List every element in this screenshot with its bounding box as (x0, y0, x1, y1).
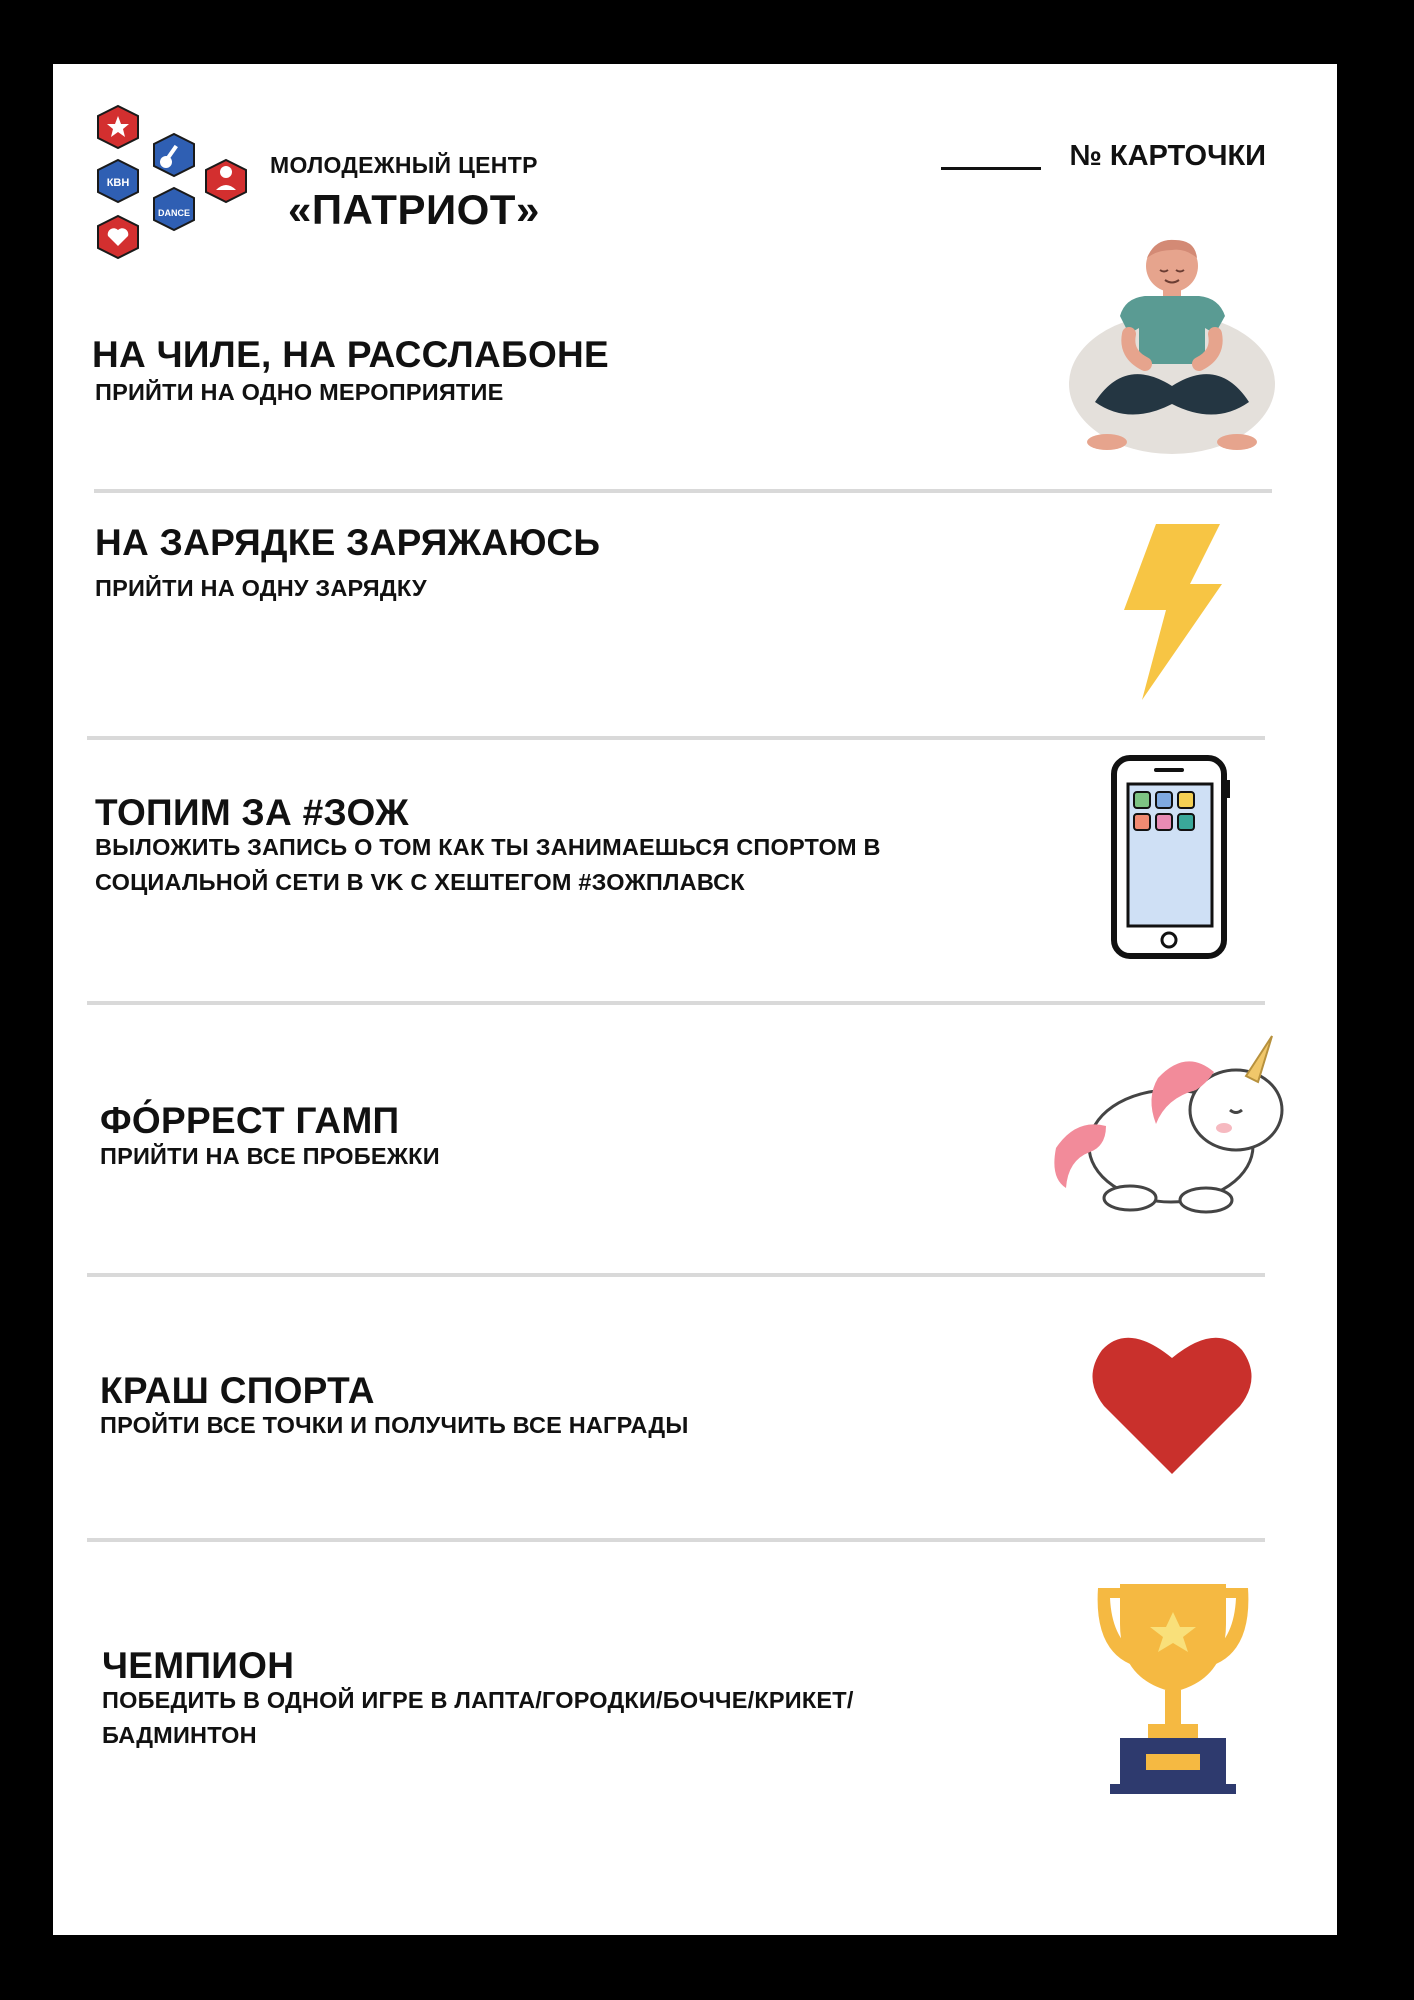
divider (87, 736, 1265, 740)
divider (87, 1538, 1265, 1542)
heart-icon (1090, 1328, 1254, 1476)
meditating-person-icon (1065, 236, 1280, 456)
logo-dance-text: DANCE (157, 208, 191, 218)
task-title: ТОПИМ ЗА #ЗОЖ (95, 792, 409, 833)
task-title: ФО́РРЕСТ ГАМП (100, 1100, 400, 1141)
task-title: ЧЕМПИОН (102, 1645, 295, 1686)
task-title: НА ЗАРЯДКЕ ЗАРЯЖАЮСЬ (95, 522, 601, 563)
task-title: КРАШ СПОРТА (100, 1370, 375, 1411)
card-number-blank[interactable] (941, 167, 1041, 170)
task-description: ПРИЙТИ НА ОДНО МЕРОПРИЯТИЕ (95, 379, 504, 405)
task-description: ПРИЙТИ НА ВСЕ ПРОБЕЖКИ (100, 1143, 440, 1169)
patriot-logo (86, 104, 258, 274)
divider (87, 1001, 1265, 1005)
task-title: НА ЧИЛЕ, НА РАССЛАБОНЕ (92, 334, 610, 375)
task-description: ВЫЛОЖИТЬ ЗАПИСЬ О ТОМ КАК ТЫ ЗАНИМАЕШЬСЯ СПОРТОМ В СОЦИАЛЬНОЙ СЕТИ В VK С ХЕШТЕГОМ #ЗОЖПЛАВСК (95, 834, 881, 895)
org-label: МОЛОДЕЖНЫЙ ЦЕНТР (270, 152, 538, 178)
task-description: ПОБЕДИТЬ В ОДНОЙ ИГРЕ В ЛАПТА/ГОРОДКИ/БОЧЧЕ/КРИКЕТ/ БАДМИНТОН (102, 1687, 854, 1748)
lightning-bolt-icon (1118, 520, 1226, 702)
card-number-label: № КАРТОЧКИ (1069, 140, 1266, 172)
divider (87, 1273, 1265, 1277)
smartphone-icon (1110, 754, 1234, 960)
org-name: «ПАТРИОТ» (288, 186, 540, 233)
unicorn-icon (1046, 1028, 1296, 1228)
logo-kvn-text: КВН (106, 177, 130, 189)
task-description: ПРОЙТИ ВСЕ ТОЧКИ И ПОЛУЧИТЬ ВСЕ НАГРАДЫ (100, 1412, 689, 1438)
divider (94, 489, 1272, 493)
task-description: ПРИЙТИ НА ОДНУ ЗАРЯДКУ (95, 575, 427, 601)
trophy-icon (1090, 1584, 1256, 1796)
